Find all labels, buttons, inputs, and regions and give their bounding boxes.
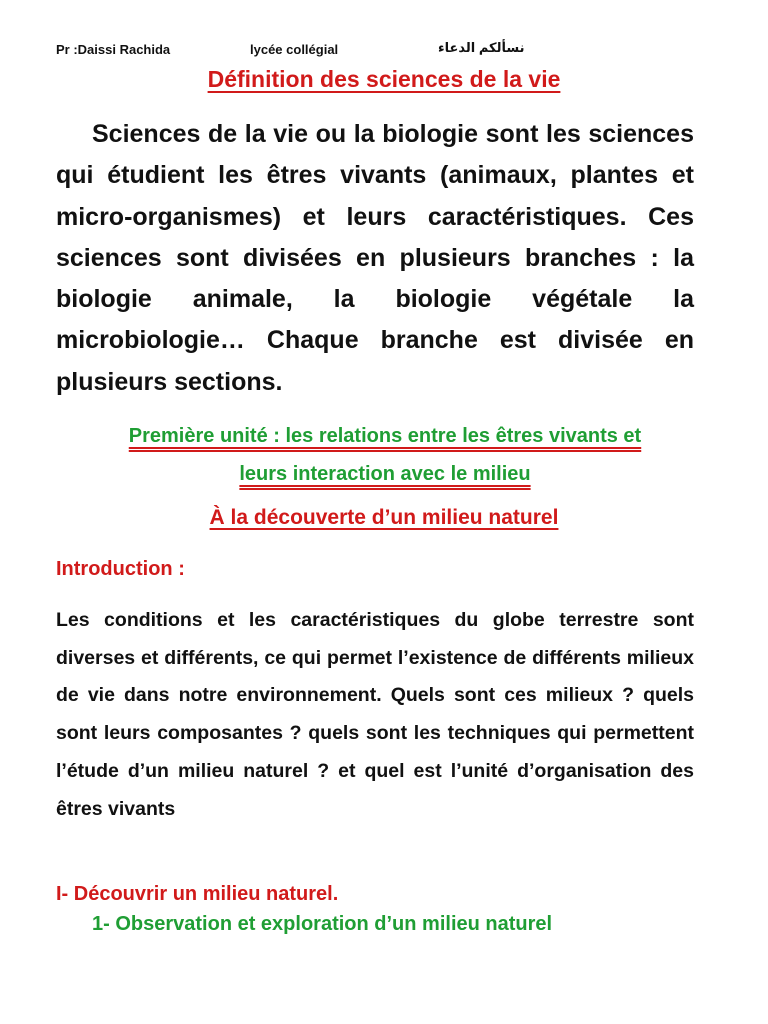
section-heading-1: I- Découvrir un milieu naturel. [56, 883, 339, 905]
page-title: Définition des sciences de la vie [207, 66, 561, 92]
page-header [56, 42, 712, 64]
unit-title-line-2: leurs interaction avec le milieu [239, 463, 531, 485]
author-name: Pr :Daissi Rachida [56, 42, 171, 57]
school-name: lycée collégial [250, 42, 339, 57]
introduction-heading: Introduction : [56, 558, 185, 580]
definition-paragraph: Sciences de la vie ou la biologie sont les sciences qui étudient les êtres vivants (animaux, plantes et micro-organismes) et leurs caractéristiques. Ces sciences sont divisées en plusieurs branches : la biologie animale, la biologie végétale la microbiologie… Chaque branche est divisée en plusieurs sections. [56, 120, 694, 396]
unit-title-line-1: Première unité : les relations entre les êtres vivants et [128, 425, 642, 447]
unit-title [40, 417, 730, 493]
header-prayer-text: نسألكم الدعاء [438, 40, 525, 55]
chapter-title: À la découverte d’un milieu naturel [209, 506, 559, 529]
introduction-paragraph: Les conditions et les caractéristiques du globe terrestre sont diverses et différents, ce qui permet l’existence de différents milieux de vie dans notre environnement. Quels sont ces milieux ? quels sont leurs composantes ? quels sont les techniques qui permettent l’étude d’un milieu naturel ? et quel est l’unité d’organisation des êtres vivants [56, 609, 694, 820]
subsection-heading-1-1: 1- Observation et exploration d’un milieu naturel [92, 913, 553, 935]
